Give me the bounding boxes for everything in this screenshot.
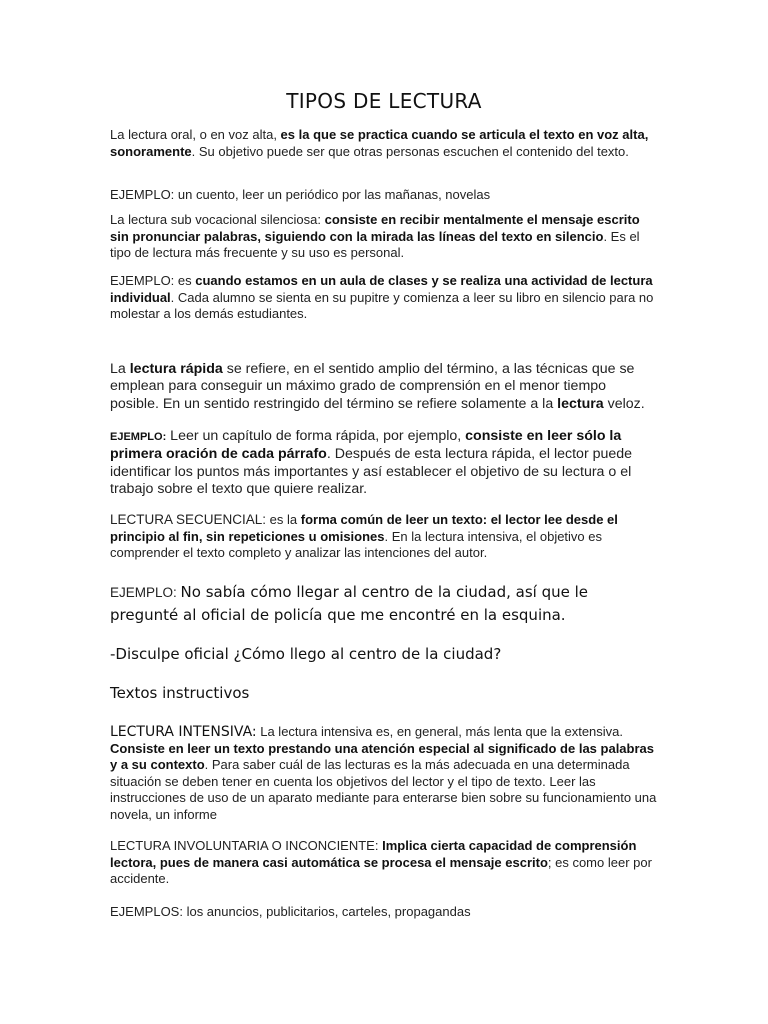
bold-run: cuando estamos en un aula de clases y se realiza una actividad de lectura individual [110,273,653,305]
text-run: se refiere, en el sentido amplio del término, a las técnicas que se emplean para conseguir un máximo grado de comprensión en el menor tiempo posible. En un sentido restringido del término se refiere solamente a la [110,361,635,412]
example-lectura-involuntaria: EJEMPLOS: los anuncios, publicitarios, carteles, propagandas [110,904,471,919]
bold-run: es la que se practica cuando se articula el texto en voz alta, sonoramente [110,127,649,159]
bold-run: Consiste en leer un texto prestando una atención especial al significado de las palabras y a su contexto [110,740,654,772]
text-run: ; es como leer por accidente. [110,854,652,886]
text-run: . Su objetivo puede ser que otras personas escuchen el contenido del texto. [191,143,629,159]
text-run: La lectura oral, o en voz alta, [110,127,281,142]
paragraph-lectura-rapida [110,361,658,413]
section-label: LECTURA SECUENCIAL: [110,512,267,527]
text-run: . Cada alumno se sienta en su pupitre y comienza a leer su libro en silencio para no molestar a los demás estudiantes. [110,289,654,321]
paragraph-lectura-intensiva [110,724,658,823]
text-run: Leer un capítulo de forma rápida, por ejemplo, [166,428,466,444]
dialog-line: -Disculpe oficial ¿Cómo llego al centro de la ciudad? [110,645,502,663]
bold-run: lectura [557,395,604,412]
example-label: EJEMPLO: [110,431,167,443]
bold-run: consiste en leer sólo la primera oración de cada párrafo [110,428,622,463]
text-run: veloz. [603,395,645,412]
text-run: EJEMPLO: es [110,273,196,288]
example-lectura-silenciosa [110,273,658,323]
example-lectura-rapida [110,428,658,499]
bold-run: consiste en recibir mentalmente el mensaje escrito sin pronunciar palabras, siguiendo con la mirada las líneas del texto en silencio [110,212,640,244]
text-run: La [110,361,130,377]
page-title: TIPOS DE LECTURA [286,89,482,113]
paragraph-lectura-oral [110,127,658,160]
section-label: LECTURA INTENSIVA: [110,724,257,740]
example-label: EJEMPLO: [110,585,181,600]
bold-run: lectura rápida [129,361,223,377]
example-lectura-oral: EJEMPLO: un cuento, leer un periódico por las mañanas, novelas [110,187,491,202]
text-run: . Después de esta lectura rápida, el lector puede identificar los puntos más importantes y así establecer el objetivo de su lectura o el trabajo sobre el texto que quiere realizar. [110,446,633,498]
text-run: No sabía cómo llegar al centro de la ciudad, así que le pregunté al oficial de policía que me encontré en la esquina. [110,583,589,624]
text-run: La lectura sub vocacional silenciosa: [110,212,325,227]
bold-run: Implica cierta capacidad de comprensión lectora, pues de manera casi automática se procesa el mensaje escrito [110,838,637,870]
paragraph-lectura-secuencial [110,512,658,562]
text-run: . En la lectura intensiva, el objetivo es comprender el texto completo y analizar las intenciones del autor. [110,528,603,560]
text-run: LECTURA INVOLUNTARIA O INCONCIENTE: [110,838,383,853]
text-run: . Para saber cuál de las lecturas es la más adecuada en una determinada situación se deben tener en cuenta los objetivos del lector y el tipo de texto. Leer las instrucciones de uso de un aparato mediante para enterarse bien sobre su funcionamiento una novela, un informe [110,757,657,822]
text-run: . Es el tipo de lectura más frecuente y su uso es personal. [110,228,640,260]
subheading-textos-instructivos: Textos instructivos [110,684,250,702]
example-lectura-secuencial [110,581,658,627]
paragraph-lectura-silenciosa [110,212,658,262]
text-run: La lectura intensiva es, en general, más lenta que la extensiva. [256,724,624,739]
paragraph-lectura-involuntaria [110,838,658,888]
bold-run: forma común de leer un texto: el lector lee desde el principio al fin, sin repeticiones u omisiones [110,512,618,544]
text-run: es la [266,512,301,527]
